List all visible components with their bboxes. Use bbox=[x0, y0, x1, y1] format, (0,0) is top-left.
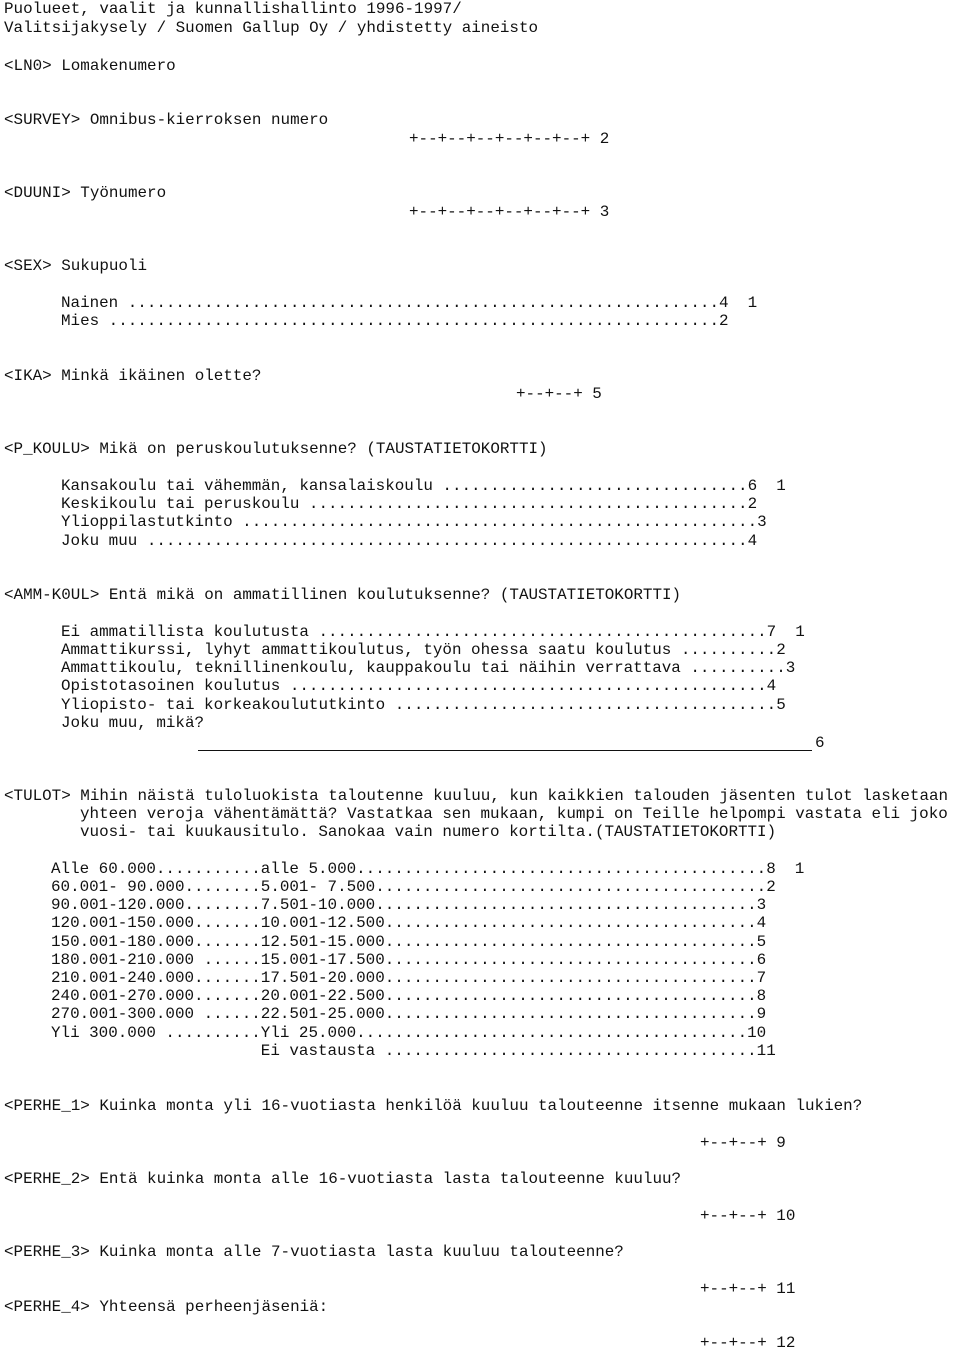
perhe-2-code-boxes: +--+--+ 10 bbox=[700, 1207, 796, 1225]
perhe-4-variable-label: <PERHE_4> Yhteensä perheenjäseniä: bbox=[4, 1298, 329, 1316]
p-koulu-option: Keskikoulu tai peruskoulu ..............................................2 bbox=[61, 495, 758, 513]
p-koulu-variable-label: <P_KOULU> Mikä on peruskoulutuksenne? (TAUSTATIETOKORTTI) bbox=[4, 440, 548, 458]
perhe-2-variable-label: <PERHE_2> Entä kuinka monta alle 16-vuotiasta lasta talouteenne kuuluu? bbox=[4, 1170, 682, 1188]
p-koulu-option: Joku muu ...............................................................4 bbox=[61, 532, 758, 550]
duuni-variable-label: <DUUNI> Työnumero bbox=[4, 184, 167, 202]
perhe-1-variable-label: <PERHE_1> Kuinka monta yli 16-vuotiasta henkilöä kuuluu talouteenne itsenne mukaan lukien? bbox=[4, 1097, 863, 1115]
ln0-variable-label: <LN0> Lomakenumero bbox=[4, 57, 176, 75]
survey-variable-label: <SURVEY> Omnibus-kierroksen numero bbox=[4, 111, 329, 129]
tulot-option: 180.001-210.000 ......15.001-17.500.......................................6 bbox=[51, 951, 767, 969]
tulot-option: 90.001-120.000........7.501-10.000........................................3 bbox=[51, 896, 767, 914]
document-title-line-1: Puolueet, vaalit ja kunnallishallinto 1996-1997/ bbox=[4, 0, 462, 18]
tulot-option: 150.001-180.000.......12.501-15.000.......................................5 bbox=[51, 933, 767, 951]
tulot-option: Yli 300.000 ..........Yli 25.000.........................................10 bbox=[51, 1024, 767, 1042]
tulot-option: 120.001-150.000.......10.001-12.500.......................................4 bbox=[51, 914, 767, 932]
perhe-3-variable-label: <PERHE_3> Kuinka monta alle 7-vuotiasta lasta kuuluu talouteenne? bbox=[4, 1243, 624, 1261]
document-title-line-2: Valitsijakysely / Suomen Gallup Oy / yhdistetty aineisto bbox=[4, 19, 539, 37]
sex-option: Nainen ..............................................................4 1 bbox=[61, 294, 758, 312]
duuni-code-boxes: +--+--+--+--+--+--+ 3 bbox=[409, 203, 610, 221]
amm-koul-option: Ammattikoulu, teknillinenkoulu, kauppakoulu tai näihin verrattava ..........3 bbox=[61, 659, 796, 677]
tulot-option: Alle 60.000...........alle 5.000...........................................8 1 bbox=[51, 860, 805, 878]
tulot-option: 240.001-270.000.......20.001-22.500.......................................8 bbox=[51, 987, 767, 1005]
sex-option: Mies ................................................................2 bbox=[61, 312, 729, 330]
tulot-option: 270.001-300.000 ......22.501-25.000.......................................9 bbox=[51, 1005, 767, 1023]
sex-variable-label: <SEX> Sukupuoli bbox=[4, 257, 148, 275]
amm-koul-option: Yliopisto- tai korkeakoulututkinto ........................................5 bbox=[61, 696, 786, 714]
ika-code-boxes: +--+--+ 5 bbox=[516, 385, 602, 403]
tulot-option: Ei vastausta .......................................11 bbox=[51, 1042, 776, 1060]
perhe-3-code-boxes: +--+--+ 11 bbox=[700, 1280, 796, 1298]
tulot-label-continuation: yhteen veroja vähentämättä? Vastatkaa sen mukaan, kumpi on Teille helpompi vastata eli joko bbox=[80, 805, 948, 823]
amm-koul-option: Ammattikurssi, lyhyt ammattikoulutus, työn ohessa saatu koulutus ..........2 bbox=[61, 641, 786, 659]
ika-variable-label: <IKA> Minkä ikäinen olette? bbox=[4, 367, 262, 385]
p-koulu-option: Kansakoulu tai vähemmän, kansalaiskoulu ................................6 1 bbox=[61, 477, 786, 495]
perhe-4-code-boxes: +--+--+ 12 bbox=[700, 1334, 796, 1352]
amm-koul-option: Joku muu, mikä? bbox=[61, 714, 205, 732]
perhe-1-code-boxes: +--+--+ 9 bbox=[700, 1134, 786, 1152]
amm-koul-other-code: 6 bbox=[815, 734, 825, 752]
tulot-label-continuation: vuosi- tai kuukausitulo. Sanokaa vain numero kortilta.(TAUSTATIETOKORTTI) bbox=[80, 823, 777, 841]
amm-koul-option: Opistotasoinen koulutus ..................................................4 bbox=[61, 677, 777, 695]
amm-koul-variable-label: <AMM-K0UL> Entä mikä on ammatillinen koulutuksenne? (TAUSTATIETOKORTTI) bbox=[4, 586, 682, 604]
tulot-option: 60.001- 90.000........5.001- 7.500.........................................2 bbox=[51, 878, 776, 896]
amm-koul-other-answer-line bbox=[198, 750, 812, 751]
amm-koul-option: Ei ammatillista koulutusta ...............................................7 1 bbox=[61, 623, 805, 641]
survey-code-boxes: +--+--+--+--+--+--+ 2 bbox=[409, 130, 610, 148]
tulot-option: 210.001-240.000.......17.501-20.000.......................................7 bbox=[51, 969, 767, 987]
p-koulu-option: Ylioppilastutkinto ......................................................3 bbox=[61, 513, 767, 531]
tulot-variable-label: <TULOT> Mihin näistä tuloluokista taloutenne kuuluu, kun kaikkien talouden jäsenten tulot lasketaan bbox=[4, 787, 949, 805]
